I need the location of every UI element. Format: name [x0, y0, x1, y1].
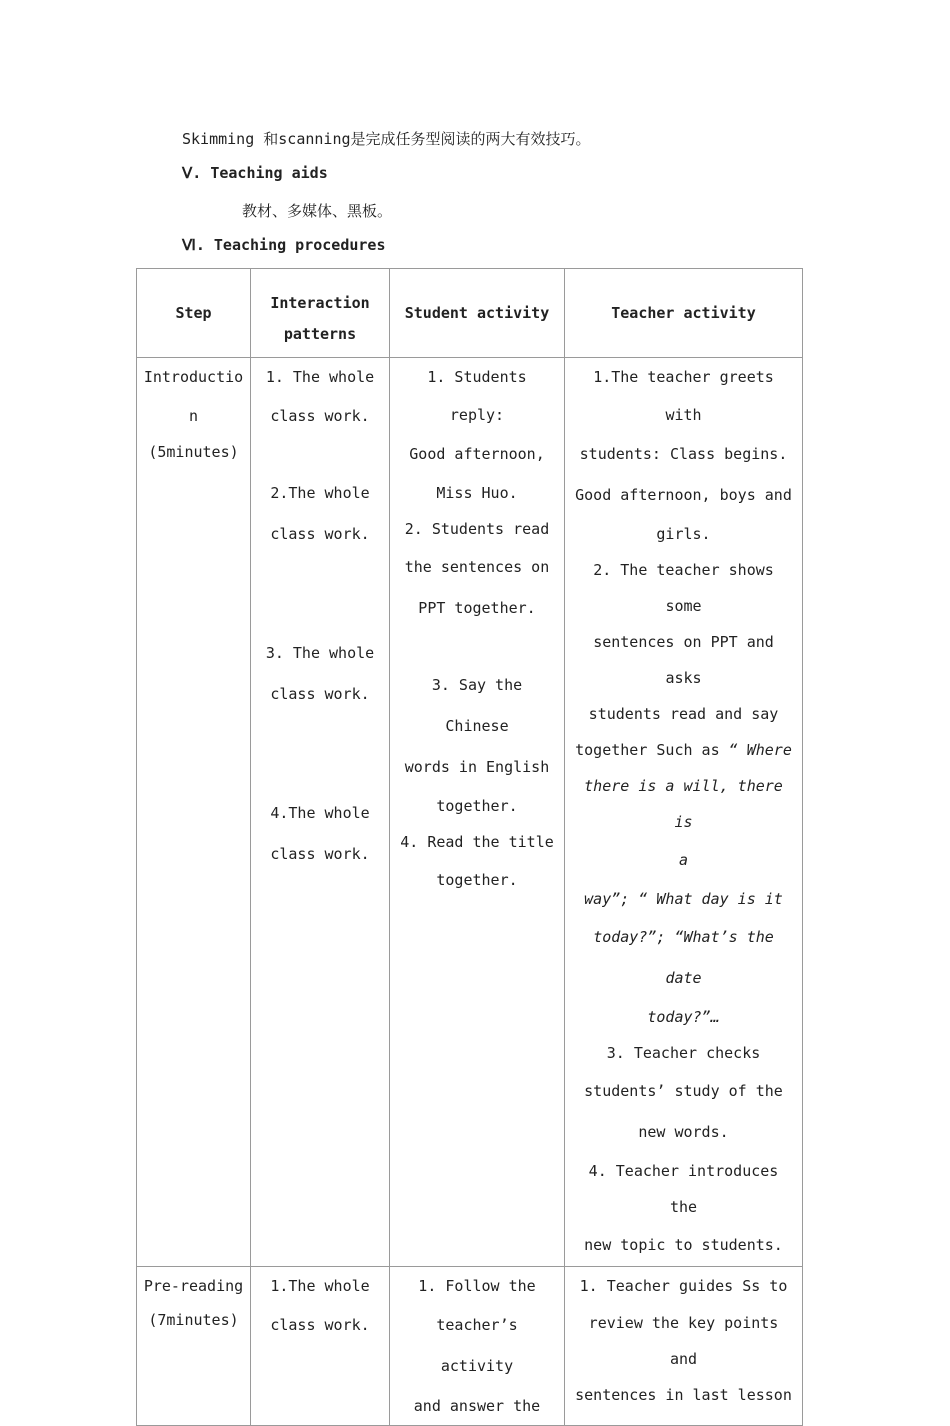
student-text: the sentences on	[404, 558, 550, 576]
step-cell	[137, 358, 251, 1267]
interaction-text: class work.	[270, 845, 370, 863]
teaching-procedures-table	[136, 268, 803, 1426]
interaction-text: 2.The whole	[270, 484, 370, 502]
teacher-text: 2. The teacher shows some	[593, 561, 774, 615]
student-text: 2. Students read	[404, 520, 550, 538]
teacher-text: students read and say	[588, 705, 779, 723]
table-header-row	[137, 269, 803, 358]
teacher-text: today?”; “What’s the	[593, 928, 774, 946]
teacher-text: way”; “ What day is it	[584, 890, 783, 908]
student-text: 4. Read the title	[400, 833, 554, 851]
teacher-text: 1.The teacher greets with	[593, 368, 774, 424]
teacher-text: sentences in last lesson	[575, 1386, 792, 1404]
teacher-text: 4. Teacher introduces the	[588, 1162, 779, 1216]
step-cell	[137, 1267, 251, 1426]
table-row	[137, 1267, 803, 1426]
interaction-cell	[251, 1267, 390, 1426]
interaction-text: class work.	[270, 685, 370, 703]
student-text: Miss Huo.	[436, 484, 518, 502]
section-5-title: Ⅴ. Teaching aids	[182, 164, 328, 182]
interaction-text: class work.	[270, 407, 370, 425]
step-text: Pre-reading	[143, 1277, 244, 1295]
student-text: Good afternoon,	[409, 445, 545, 463]
student-text: and answer the	[413, 1397, 541, 1415]
interaction-text: 1. The whole	[265, 368, 375, 386]
teacher-text: date	[665, 969, 702, 987]
teacher-text: new words.	[638, 1123, 729, 1141]
teacher-text: new topic to students.	[584, 1236, 783, 1254]
interaction-text: class work.	[270, 1316, 370, 1334]
teacher-text: there is a will, there is	[584, 777, 783, 831]
student-text: PPT together.	[418, 599, 536, 617]
student-text: teacher’s activity	[436, 1316, 518, 1375]
teacher-activity-cell	[565, 1267, 803, 1426]
student-text: 3. Say the Chinese	[431, 676, 523, 735]
header-teacher-activity: Teacher activity	[565, 269, 803, 358]
interaction-text: class work.	[270, 525, 370, 543]
teacher-text: students: Class begins.	[579, 445, 788, 463]
student-text: together.	[436, 871, 518, 889]
section-5-content: 教材、多媒体、黑板。	[242, 202, 393, 220]
table-row	[137, 358, 803, 1267]
teacher-text: 1. Teacher guides Ss to	[579, 1277, 788, 1295]
teacher-text: Good afternoon, boys and	[575, 486, 792, 504]
step-duration: (5minutes)	[148, 443, 239, 461]
teacher-text: 3. Teacher checks	[606, 1044, 761, 1062]
interaction-cell	[251, 358, 390, 1267]
intro-line: Skimming 和scanning是完成任务型阅读的两大有效技巧。	[182, 130, 591, 148]
teacher-text: together Such as “ Where	[575, 741, 792, 759]
teacher-text: students’ study of the	[584, 1082, 783, 1100]
teacher-text: girls.	[656, 525, 711, 543]
header-student-activity: Student activity	[390, 269, 565, 358]
interaction-text: 1.The whole	[270, 1277, 370, 1295]
step-text: n	[188, 407, 199, 425]
student-activity-cell	[390, 358, 565, 1267]
step-duration: (7minutes)	[148, 1311, 239, 1329]
interaction-text: 3. The whole	[265, 644, 375, 662]
teacher-text: today?”…	[647, 1008, 720, 1026]
interaction-text: 4.The whole	[270, 804, 370, 822]
header-step: Step	[137, 269, 251, 358]
teacher-activity-cell	[565, 358, 803, 1267]
section-6-title: Ⅵ. Teaching procedures	[182, 236, 386, 254]
student-text: words in English	[404, 758, 550, 776]
header-interaction: Interaction patterns	[251, 269, 390, 358]
teacher-text: review the key points and	[588, 1314, 779, 1368]
student-text: 1. Follow the	[418, 1277, 536, 1295]
teacher-text: sentences on PPT and asks	[593, 633, 774, 687]
student-text: 1. Students reply:	[427, 368, 527, 424]
teacher-text: a	[678, 851, 689, 869]
student-activity-cell	[390, 1267, 565, 1426]
student-text: together.	[436, 797, 518, 815]
step-text: Introductio	[143, 368, 244, 386]
